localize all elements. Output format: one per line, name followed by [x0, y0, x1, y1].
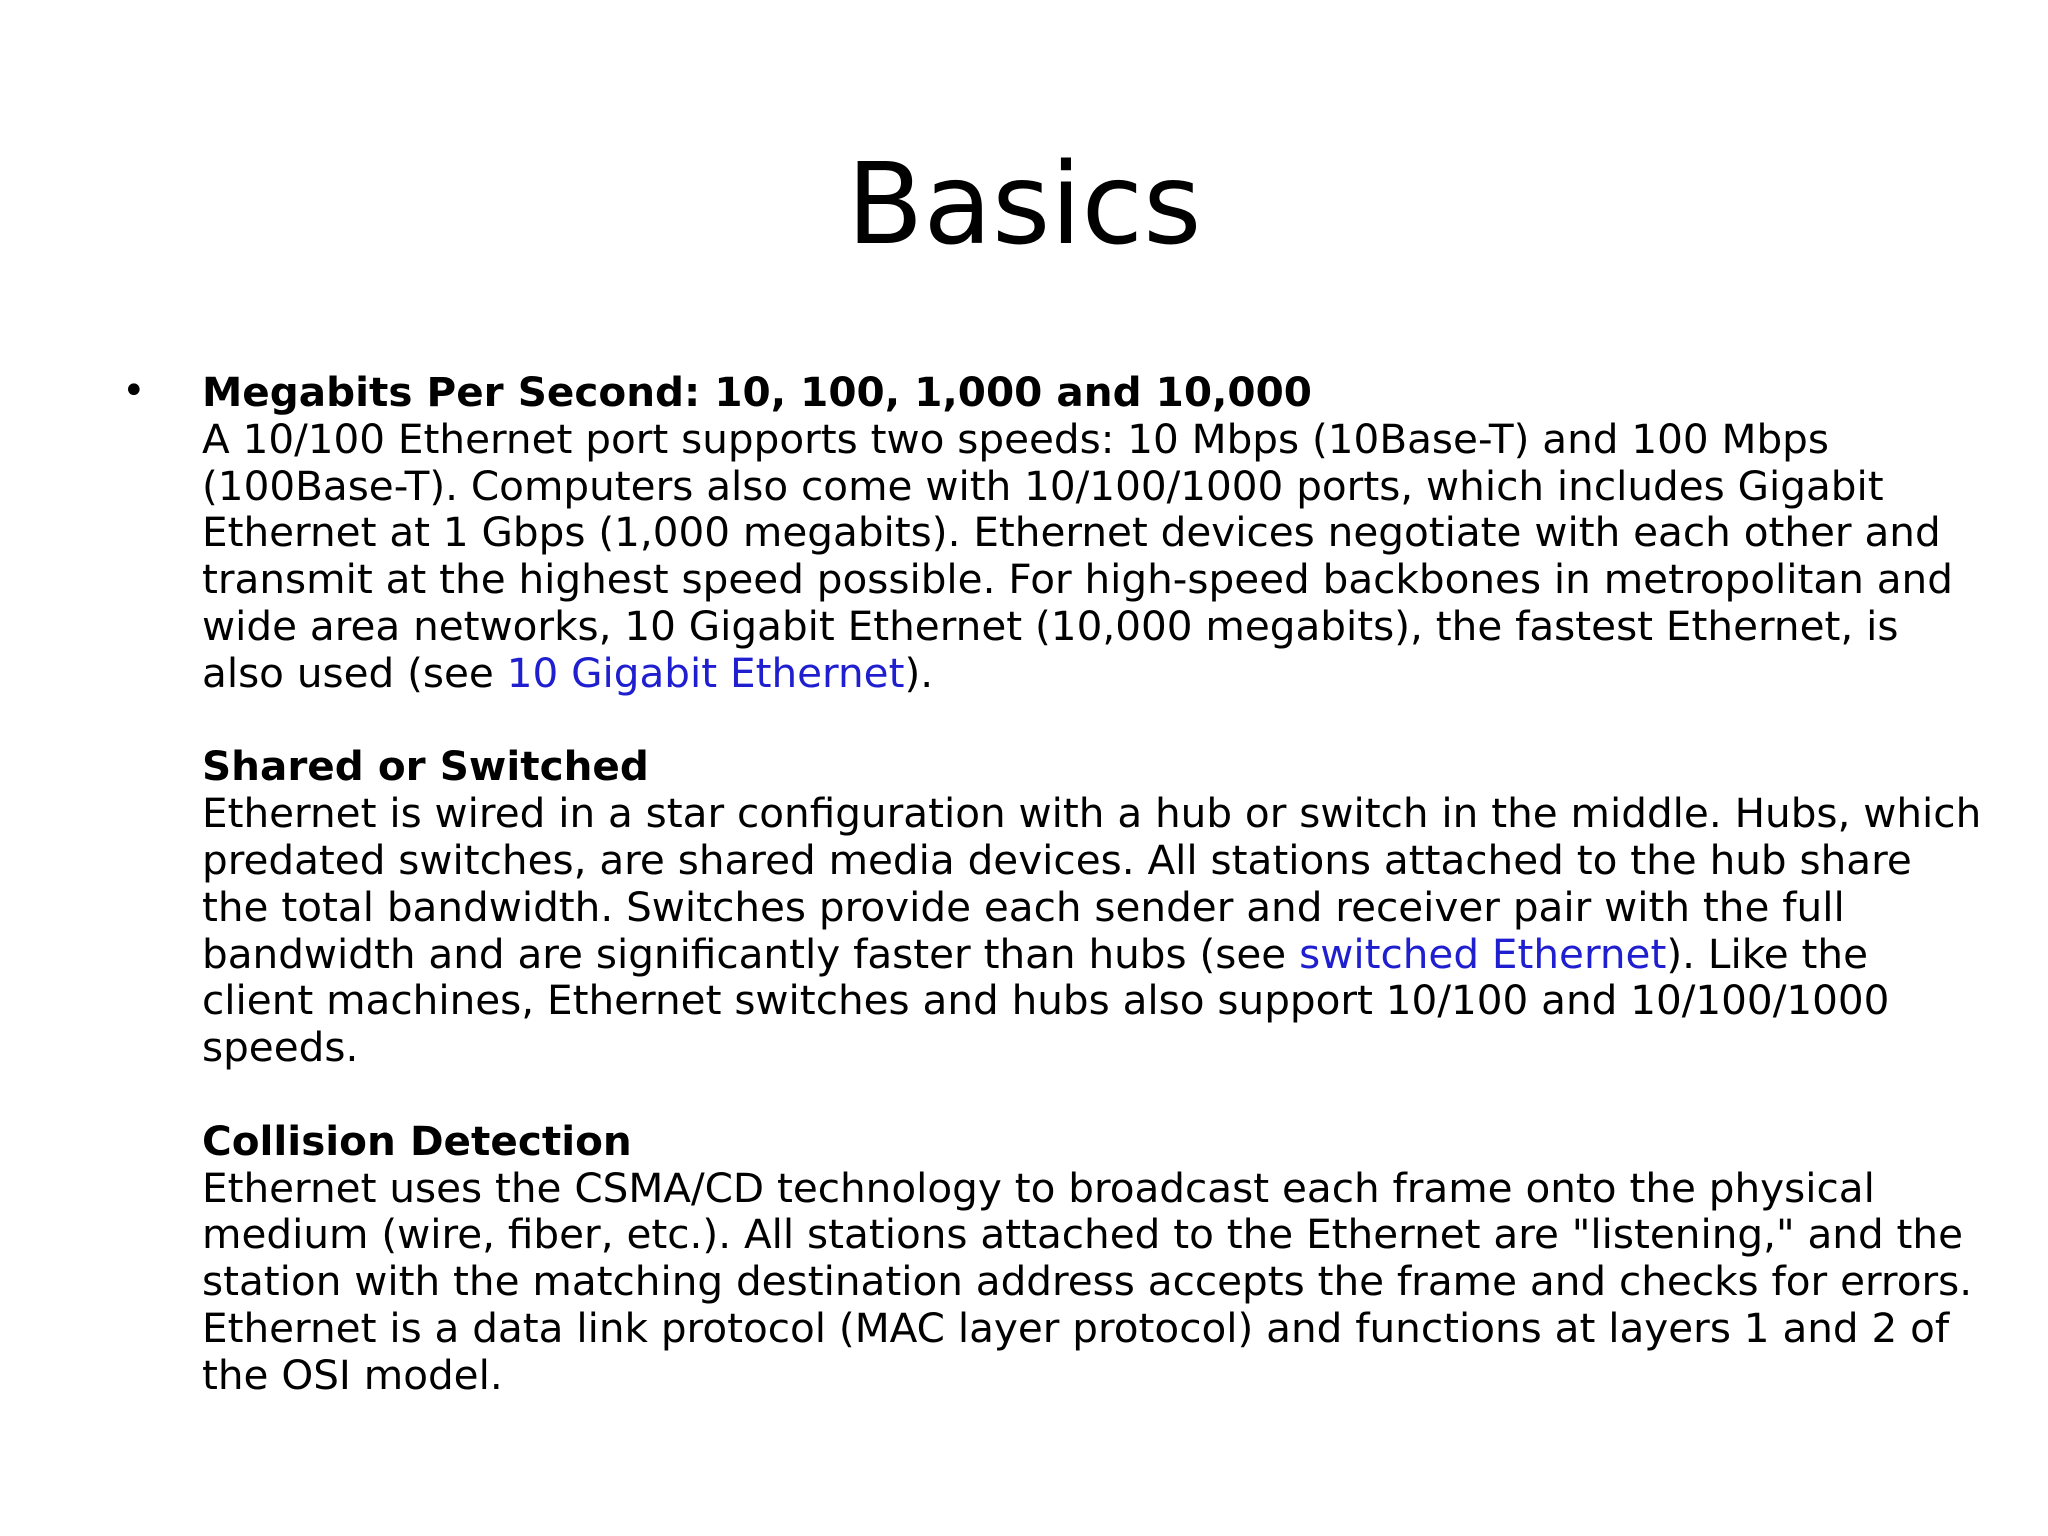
link-switched-ethernet[interactable]: switched Ethernet: [1299, 929, 1667, 978]
bullet-content: [202, 369, 1982, 1445]
body-text: ).: [904, 648, 934, 697]
bullet-icon: •: [122, 368, 146, 414]
body-text: ). Like the client machines, Ethernet switches and hubs also support 10/100 and 10/100/1000 speeds.: [202, 929, 1890, 1072]
section-shared-switched: [202, 743, 1982, 1071]
section-heading-megabits: Megabits Per Second: 10, 100, 1,000 and 10,000: [202, 368, 1312, 416]
section-heading-collision-detection: Collision Detection: [202, 1116, 632, 1165]
section-collision-detection: [202, 1118, 1982, 1399]
slide-title: Basics: [846, 140, 1202, 270]
body-text: Ethernet is wired in a star configuration with a hub or switch in the middle. Hubs, which predated switches, are shared media devices. All stations attached to the hub share the total bandwidth. Switches provide each sender and receiver pair with the full bandwidth and are significantly faster than hubs (see: [202, 789, 1982, 978]
section-heading-shared-switched: Shared or Switched: [202, 742, 649, 791]
section-body-collision-detection: Ethernet uses the CSMA/CD technology to broadcast each frame onto the physical medium (wire, fiber, etc.). All stations attached to the Ethernet are "listening," and the station with the matching destination address accepts the frame and checks for errors. Ethernet is a data link protocol (MAC layer protocol) and functions at layers 1 and 2 of the OSI model.: [202, 1163, 1973, 1399]
section-megabits: [202, 369, 1982, 697]
body-text: A 10/100 Ethernet port supports two speeds: 10 Mbps (10Base-T) and 100 Mbps (100Base-T). Computers also come with 10/100/1000 ports, which includes Gigabit Ethernet at 1 Gbps (1,000 megabits). Ethernet devices negotiate with each other and transmit at the highest speed possible. For high-speed backbones in metropolitan and wide area networks, 10 Gigabit Ethernet (10,000 megabits), the fastest Ethernet, is also used (see: [202, 414, 1953, 697]
section-body-megabits: [202, 416, 1982, 697]
link-10-gigabit-ethernet[interactable]: 10 Gigabit Ethernet: [506, 648, 905, 697]
section-body-shared-switched: [202, 790, 1982, 1071]
